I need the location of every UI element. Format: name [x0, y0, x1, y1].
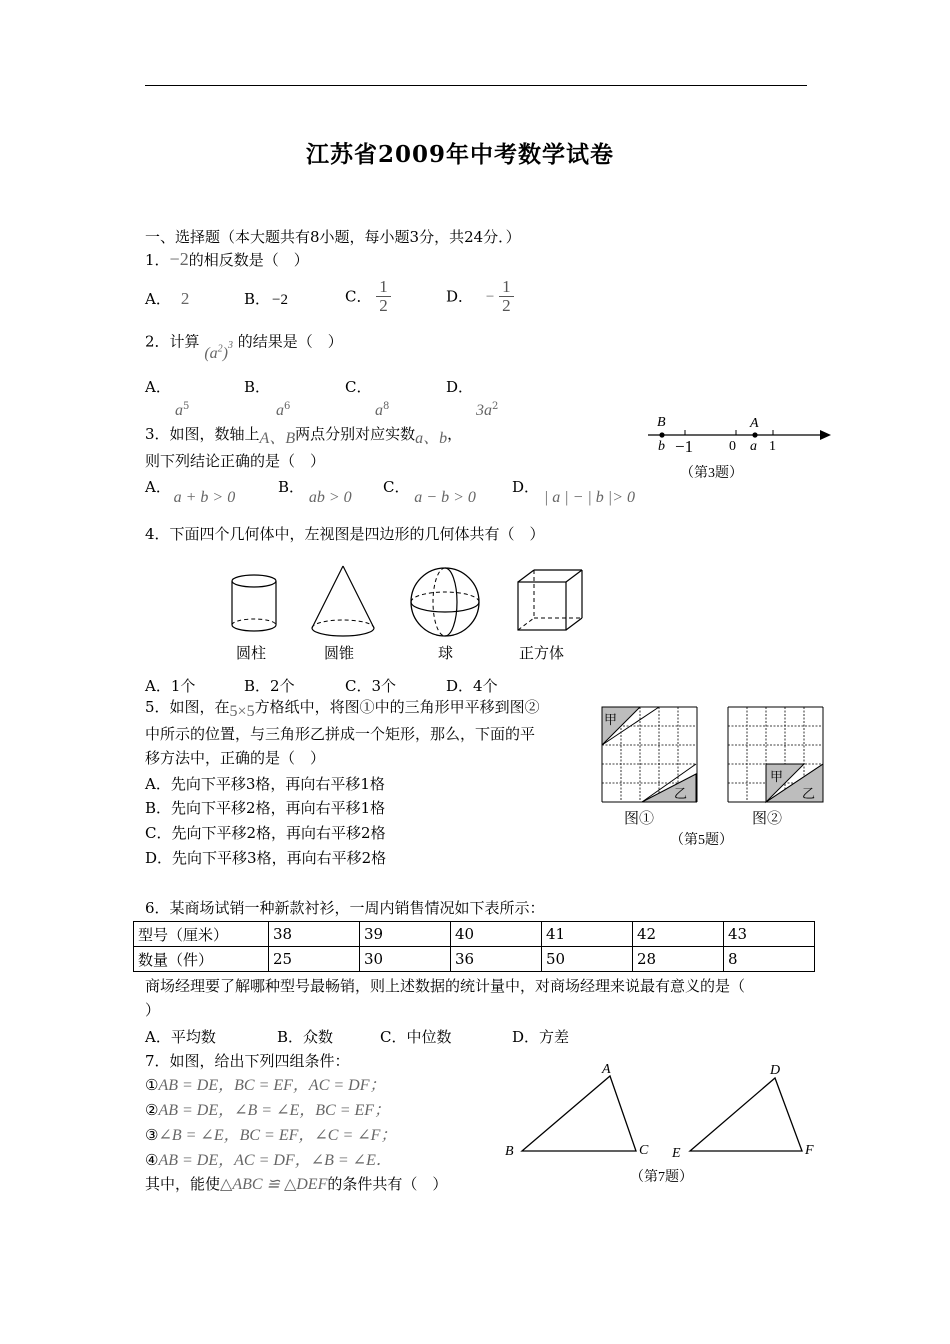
- q3-option-b: B． ab > 0: [278, 478, 352, 506]
- table-cell: 41: [542, 922, 633, 947]
- fig1-triangle-yi: [642, 774, 696, 802]
- q1-option-c: C． $\frac{1}{2}$: [345, 278, 391, 315]
- question-6-stem: 6．某商场试销一种新款衬衫，一周内销售情况如下表所示：: [145, 899, 545, 917]
- table-cell: 25: [269, 947, 360, 972]
- header-rule: [145, 85, 807, 86]
- q4-option-b: B．2个: [244, 677, 295, 695]
- vertex-B: B: [505, 1144, 514, 1159]
- point-a: [752, 432, 757, 437]
- table-cell: 型号（厘米）: [134, 922, 269, 947]
- q5-option-b: B．先向下平移2格，再向右平移1格: [145, 799, 386, 817]
- point-b: [659, 432, 664, 437]
- table-cell: 50: [542, 947, 633, 972]
- label-cone: 圆锥: [324, 646, 355, 662]
- fig2-caption: 图②: [752, 811, 783, 827]
- label-cube: 正方体: [519, 646, 565, 662]
- question-1-stem: 1．−2的相反数是（ ）: [145, 249, 309, 269]
- q1-option-b: B． −2: [244, 290, 288, 308]
- fig2-label-yi: 乙: [802, 786, 816, 801]
- q4-option-a: A．1个: [145, 677, 196, 695]
- q6-option-b: B．众数: [277, 1028, 334, 1046]
- table-cell: 40: [451, 922, 542, 947]
- question-6-line2: ）: [145, 1001, 161, 1019]
- sales-table: [133, 921, 815, 972]
- question-3-stem: 3．如图，数轴上A、B两点分别对应实数a、b，: [145, 425, 463, 447]
- vertex-A: A: [602, 1062, 611, 1077]
- q2-option-c: C． $a^8$: [345, 378, 390, 419]
- section-heading: 一、选择题（本大题共有8小题，每小题3分，共24分．）: [145, 228, 521, 246]
- q7-triangles-figure: [500, 1060, 825, 1190]
- q7-condition-3: ③∠B = ∠E，BC = EF，∠C = ∠F；: [145, 1126, 397, 1144]
- vertex-D: D: [770, 1063, 781, 1078]
- q5-option-c: C．先向下平移2格，再向右平移2格: [145, 824, 386, 842]
- arrow-head-icon: [820, 430, 831, 440]
- q5-grid-figure: [598, 703, 830, 853]
- table-cell: 38: [269, 922, 360, 947]
- q6-option-c: C．中位数: [380, 1028, 452, 1046]
- q1-c-fraction: $\frac{1}{2}$: [376, 278, 391, 315]
- q5-option-a: A．先向下平移3格，再向右平移1格: [145, 775, 385, 793]
- question-5-line2: 中所示的位置，与三角形乙拼成一个矩形，那么，下面的平: [145, 725, 536, 743]
- table-cell: 43: [724, 922, 815, 947]
- q2-option-b: B． $a^6$: [244, 378, 291, 419]
- q3-option-d: D． | a | − | b |> 0: [512, 478, 635, 506]
- label-B: B: [657, 415, 666, 430]
- table-cell: 8: [724, 947, 815, 972]
- fig1-caption: 图①: [624, 811, 655, 827]
- q7-condition-1: ①AB = DE，BC = EF，AC = DF；: [145, 1076, 386, 1094]
- q3-caption: （第3题）: [680, 466, 743, 481]
- table-cell: 30: [360, 947, 451, 972]
- q7-condition-4: ④AB = DE，AC = DF，∠B = ∠E．: [145, 1151, 392, 1169]
- table-row: [134, 922, 815, 947]
- cylinder-icon: [232, 575, 276, 631]
- cone-icon: [312, 566, 374, 636]
- triangle-def: [690, 1078, 802, 1151]
- label-0: 0: [729, 439, 736, 454]
- fig1-label-jia: 甲: [604, 712, 618, 727]
- q3-option-c: C． a − b > 0: [383, 478, 476, 506]
- label-b: b: [658, 439, 665, 454]
- q3-number-line-figure: [640, 410, 840, 485]
- q1-d-fraction: $\frac{1}{2}$: [499, 278, 514, 315]
- label-1: 1: [769, 439, 776, 454]
- label-sphere: 球: [438, 646, 454, 662]
- q4-option-d: D．4个: [446, 677, 498, 695]
- question-3-line2: 则下列结论正确的是（ ）: [145, 452, 326, 470]
- label-a: a: [750, 439, 757, 454]
- q7-condition-2: ②AB = DE，∠B = ∠E，BC = EF；: [145, 1101, 391, 1119]
- q2-option-a: A． $a^5$: [145, 378, 190, 419]
- sphere-icon: [411, 568, 479, 636]
- q7-caption: （第7题）: [630, 1170, 693, 1185]
- table-cell: 数量（件）: [134, 947, 269, 972]
- fig2-label-jia: 甲: [770, 769, 784, 784]
- fig1-label-yi: 乙: [674, 786, 688, 801]
- question-7-stem: 7．如图，给出下列四组条件：: [145, 1052, 350, 1070]
- table-cell: 42: [633, 922, 724, 947]
- question-5-line1: 5．如图，在5×5方格纸中，将图①中的三角形甲平移到图②: [145, 698, 540, 720]
- q1-option-d: D． − $\frac{1}{2}$: [446, 278, 514, 315]
- q2-expression: $(a^2)^3$: [204, 340, 233, 363]
- vertex-E: E: [672, 1146, 681, 1161]
- question-2-stem: 2．计算 $(a^2)^3$ 的结果是（ ）: [145, 332, 343, 363]
- q4-solids-figure: [210, 560, 600, 670]
- table-cell: 28: [633, 947, 724, 972]
- table-row: [134, 947, 815, 972]
- q7-last-line: 其中，能使△ABC ≌ △DEF的条件共有（ ）: [145, 1175, 448, 1193]
- triangle-abc: [522, 1076, 636, 1151]
- label-minus-1: −1: [675, 437, 694, 456]
- page-title: 江苏省2009年中考数学试卷: [306, 141, 615, 168]
- q6-option-d: D．方差: [512, 1028, 570, 1046]
- vertex-C: C: [639, 1143, 649, 1158]
- q4-option-c: C．3个: [345, 677, 397, 695]
- label-cylinder: 圆柱: [236, 646, 267, 662]
- table-cell: 36: [451, 947, 542, 972]
- q1-option-a: A． 2: [145, 289, 190, 308]
- cube-icon: [518, 570, 582, 630]
- q1-expression: −2: [169, 249, 189, 269]
- vertex-F: F: [805, 1143, 814, 1158]
- question-4-stem: 4．下面四个几何体中，左视图是四边形的几何体共有（ ）: [145, 525, 545, 543]
- q6-option-a: A．平均数: [145, 1028, 216, 1046]
- q3-option-a: A． a + b > 0: [145, 478, 236, 506]
- table-cell: 39: [360, 922, 451, 947]
- q5-option-d: D．先向下平移3格，再向右平移2格: [145, 849, 387, 867]
- question-5-line3: 移方法中，正确的是（ ）: [145, 749, 326, 767]
- q2-option-d: D． $3a^2$: [446, 378, 499, 419]
- label-A: A: [750, 416, 759, 431]
- question-6-line1: 商场经理要了解哪种型号最畅销，则上述数据的统计量中，对商场经理来说最有意义的是（: [145, 977, 746, 995]
- q5-caption: （第5题）: [670, 833, 733, 848]
